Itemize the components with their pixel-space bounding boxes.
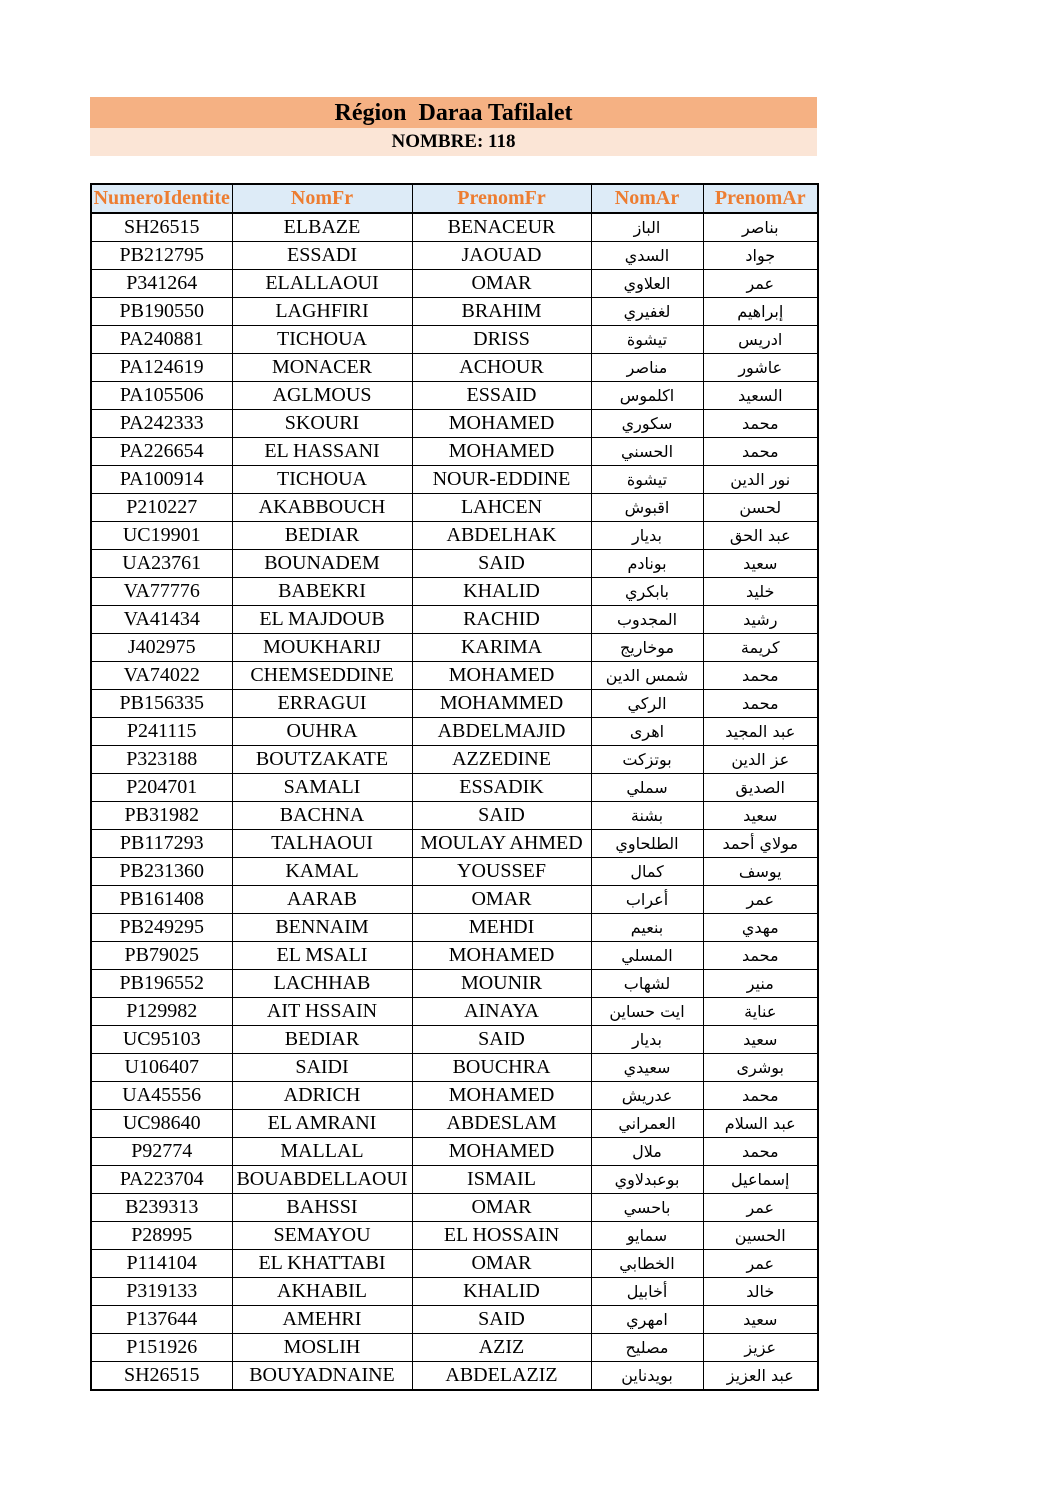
cell-numeroidentite: UA23761 (91, 550, 232, 578)
cell-prenomar: خليد (703, 578, 818, 606)
cell-prenomfr: SAID (412, 802, 591, 830)
cell-prenomfr: MOHAMED (412, 1082, 591, 1110)
cell-numeroidentite: PA100914 (91, 466, 232, 494)
cell-prenomar: عاشور (703, 354, 818, 382)
cell-prenomar: السعيد (703, 382, 818, 410)
cell-prenomar: كريمة (703, 634, 818, 662)
cell-nomfr: SEMAYOU (232, 1222, 412, 1250)
cell-numeroidentite: J402975 (91, 634, 232, 662)
cell-prenomar: عمر (703, 270, 818, 298)
cell-prenomfr: MOHAMED (412, 942, 591, 970)
cell-nomfr: AGLMOUS (232, 382, 412, 410)
table-row (91, 1222, 818, 1250)
cell-numeroidentite: PB196552 (91, 970, 232, 998)
cell-numeroidentite: PA240881 (91, 326, 232, 354)
cell-numeroidentite: UA45556 (91, 1082, 232, 1110)
cell-prenomfr: MOHAMED (412, 438, 591, 466)
cell-numeroidentite: PB249295 (91, 914, 232, 942)
cell-prenomfr: NOUR-EDDINE (412, 466, 591, 494)
cell-prenomar: سعيد (703, 1306, 818, 1334)
cell-prenomfr: OMAR (412, 1250, 591, 1278)
cell-prenomar: مولاي أحمد (703, 830, 818, 858)
cell-prenomar: خالد (703, 1278, 818, 1306)
cell-prenomfr: AZIZ (412, 1334, 591, 1362)
cell-numeroidentite: VA41434 (91, 606, 232, 634)
cell-numeroidentite: P210227 (91, 494, 232, 522)
cell-prenomfr: KHALID (412, 1278, 591, 1306)
cell-prenomfr: AINAYA (412, 998, 591, 1026)
cell-nomar: بشنة (591, 802, 703, 830)
cell-nomar: المسلي (591, 942, 703, 970)
cell-nomfr: BAHSSI (232, 1194, 412, 1222)
cell-numeroidentite: SH26515 (91, 1362, 232, 1391)
cell-nomfr: TICHOUA (232, 466, 412, 494)
cell-prenomfr: OMAR (412, 1194, 591, 1222)
table-row (91, 270, 818, 298)
cell-numeroidentite: P92774 (91, 1138, 232, 1166)
table-row (91, 298, 818, 326)
cell-numeroidentite: P241115 (91, 718, 232, 746)
cell-prenomfr: MEHDI (412, 914, 591, 942)
cell-numeroidentite: PA242333 (91, 410, 232, 438)
cell-prenomfr: EL HOSSAIN (412, 1222, 591, 1250)
cell-prenomfr: OMAR (412, 886, 591, 914)
cell-nomar: الباز (591, 213, 703, 242)
cell-nomfr: LAGHFIRI (232, 298, 412, 326)
cell-prenomar: محمد (703, 942, 818, 970)
record-count: NOMBRE: 118 (90, 128, 817, 156)
cell-prenomfr: ABDELMAJID (412, 718, 591, 746)
cell-nomfr: AKABBOUCH (232, 494, 412, 522)
table-row (91, 774, 818, 802)
cell-numeroidentite: PB161408 (91, 886, 232, 914)
cell-nomar: بوعبدلاوي (591, 1166, 703, 1194)
cell-prenomfr: ABDELHAK (412, 522, 591, 550)
table-header-row (91, 184, 818, 213)
cell-nomar: عدريش (591, 1082, 703, 1110)
cell-nomar: الحسني (591, 438, 703, 466)
cell-prenomar: عمر (703, 886, 818, 914)
table-row (91, 1082, 818, 1110)
cell-prenomar: لحسن (703, 494, 818, 522)
cell-prenomar: عمر (703, 1250, 818, 1278)
cell-nomar: تيشوة (591, 326, 703, 354)
cell-prenomfr: ABDELAZIZ (412, 1362, 591, 1391)
cell-nomfr: ELALLAOUI (232, 270, 412, 298)
cell-numeroidentite: PB79025 (91, 942, 232, 970)
cell-prenomar: عز الدين (703, 746, 818, 774)
cell-nomar: تيشوة (591, 466, 703, 494)
table-row (91, 718, 818, 746)
people-table (90, 183, 819, 1391)
cell-nomar: بابكري (591, 578, 703, 606)
table-row (91, 354, 818, 382)
cell-nomfr: BOUABDELLAOUI (232, 1166, 412, 1194)
cell-numeroidentite: P151926 (91, 1334, 232, 1362)
cell-nomfr: CHEMSEDDINE (232, 662, 412, 690)
table-row (91, 438, 818, 466)
cell-numeroidentite: P28995 (91, 1222, 232, 1250)
cell-nomar: بنعيم (591, 914, 703, 942)
cell-prenomar: ادريس (703, 326, 818, 354)
cell-nomfr: BOUYADNAINE (232, 1362, 412, 1391)
cell-prenomfr: JAOUAD (412, 242, 591, 270)
table-row (91, 326, 818, 354)
cell-nomar: السدي (591, 242, 703, 270)
cell-prenomar: يوسف (703, 858, 818, 886)
cell-prenomar: عبد السلام (703, 1110, 818, 1138)
cell-prenomfr: ISMAIL (412, 1166, 591, 1194)
table-row (91, 382, 818, 410)
cell-nomar: ملال (591, 1138, 703, 1166)
cell-nomar: سملي (591, 774, 703, 802)
table-row (91, 1306, 818, 1334)
cell-nomfr: TALHAOUI (232, 830, 412, 858)
cell-prenomar: عبد العزيز (703, 1362, 818, 1391)
cell-nomfr: AKHABIL (232, 1278, 412, 1306)
cell-nomfr: AMEHRI (232, 1306, 412, 1334)
table-row (91, 746, 818, 774)
cell-nomfr: MONACER (232, 354, 412, 382)
cell-nomfr: ELBAZE (232, 213, 412, 242)
cell-prenomfr: ABDESLAM (412, 1110, 591, 1138)
region-title: Région Daraa Tafilalet (90, 97, 817, 128)
cell-prenomfr: MOHAMED (412, 662, 591, 690)
cell-nomfr: BOUTZAKATE (232, 746, 412, 774)
cell-nomfr: BEDIAR (232, 1026, 412, 1054)
cell-numeroidentite: PB212795 (91, 242, 232, 270)
cell-nomar: سكوري (591, 410, 703, 438)
cell-prenomar: سعيد (703, 802, 818, 830)
table-row (91, 1250, 818, 1278)
table-row (91, 1278, 818, 1306)
region-header (90, 97, 817, 156)
cell-prenomfr: MOULAY AHMED (412, 830, 591, 858)
cell-nomar: الخطابي (591, 1250, 703, 1278)
column-header-prenomfr: PrenomFr (412, 184, 591, 213)
table-row (91, 886, 818, 914)
cell-prenomar: مهدي (703, 914, 818, 942)
cell-nomfr: MALLAL (232, 1138, 412, 1166)
cell-prenomar: رشيد (703, 606, 818, 634)
cell-numeroidentite: PB231360 (91, 858, 232, 886)
cell-numeroidentite: VA74022 (91, 662, 232, 690)
cell-prenomfr: RACHID (412, 606, 591, 634)
cell-prenomar: محمد (703, 438, 818, 466)
cell-prenomar: عمر (703, 1194, 818, 1222)
table-row (91, 578, 818, 606)
cell-prenomfr: SAID (412, 1026, 591, 1054)
table-row (91, 522, 818, 550)
table-row (91, 830, 818, 858)
cell-numeroidentite: B239313 (91, 1194, 232, 1222)
cell-numeroidentite: PA226654 (91, 438, 232, 466)
cell-prenomar: عزيز (703, 1334, 818, 1362)
cell-numeroidentite: SH26515 (91, 213, 232, 242)
cell-numeroidentite: P129982 (91, 998, 232, 1026)
column-header-nomar: NomAr (591, 184, 703, 213)
table-body (91, 213, 818, 1390)
cell-nomfr: OUHRA (232, 718, 412, 746)
cell-nomfr: EL KHATTABI (232, 1250, 412, 1278)
cell-numeroidentite: P323188 (91, 746, 232, 774)
cell-nomfr: MOUKHARIJ (232, 634, 412, 662)
cell-prenomfr: LAHCEN (412, 494, 591, 522)
cell-prenomfr: MOHAMED (412, 410, 591, 438)
cell-prenomfr: DRISS (412, 326, 591, 354)
cell-nomfr: AARAB (232, 886, 412, 914)
cell-nomfr: TICHOUA (232, 326, 412, 354)
cell-nomar: العمراني (591, 1110, 703, 1138)
cell-nomar: أخابيل (591, 1278, 703, 1306)
cell-nomar: اهرى (591, 718, 703, 746)
table-row (91, 662, 818, 690)
cell-prenomar: الحسين (703, 1222, 818, 1250)
cell-nomfr: BABEKRI (232, 578, 412, 606)
cell-nomfr: MOSLIH (232, 1334, 412, 1362)
column-header-prenomar: PrenomAr (703, 184, 818, 213)
cell-nomfr: BEDIAR (232, 522, 412, 550)
cell-nomfr: SAIDI (232, 1054, 412, 1082)
cell-prenomar: إبراهيم (703, 298, 818, 326)
cell-numeroidentite: PA124619 (91, 354, 232, 382)
cell-numeroidentite: U106407 (91, 1054, 232, 1082)
table-row (91, 970, 818, 998)
cell-nomar: لغفيري (591, 298, 703, 326)
cell-prenomar: محمد (703, 690, 818, 718)
cell-prenomar: عناية (703, 998, 818, 1026)
cell-prenomfr: KARIMA (412, 634, 591, 662)
cell-prenomar: محمد (703, 662, 818, 690)
table-row (91, 1138, 818, 1166)
cell-numeroidentite: PA223704 (91, 1166, 232, 1194)
cell-nomfr: EL MAJDOUB (232, 606, 412, 634)
table-row (91, 550, 818, 578)
cell-nomfr: AIT HSSAIN (232, 998, 412, 1026)
table-row (91, 410, 818, 438)
table-row (91, 1334, 818, 1362)
cell-numeroidentite: UC19901 (91, 522, 232, 550)
table-row (91, 1194, 818, 1222)
cell-nomfr: SKOURI (232, 410, 412, 438)
cell-prenomfr: ESSADIK (412, 774, 591, 802)
cell-nomar: سعيدي (591, 1054, 703, 1082)
cell-prenomfr: ESSAID (412, 382, 591, 410)
cell-numeroidentite: VA77776 (91, 578, 232, 606)
cell-numeroidentite: UC95103 (91, 1026, 232, 1054)
cell-prenomfr: YOUSSEF (412, 858, 591, 886)
cell-prenomar: عبد المجيد (703, 718, 818, 746)
cell-nomar: موخاريج (591, 634, 703, 662)
cell-nomfr: BOUNADEM (232, 550, 412, 578)
cell-nomar: اكلموس (591, 382, 703, 410)
cell-numeroidentite: P137644 (91, 1306, 232, 1334)
cell-nomar: العلاوي (591, 270, 703, 298)
cell-prenomfr: OMAR (412, 270, 591, 298)
cell-prenomfr: MOHAMMED (412, 690, 591, 718)
cell-nomfr: ESSADI (232, 242, 412, 270)
cell-nomfr: ERRAGUI (232, 690, 412, 718)
cell-prenomar: بناصر (703, 213, 818, 242)
cell-numeroidentite: PB31982 (91, 802, 232, 830)
cell-prenomfr: MOUNIR (412, 970, 591, 998)
cell-numeroidentite: P319133 (91, 1278, 232, 1306)
cell-nomfr: BENNAIM (232, 914, 412, 942)
cell-prenomfr: BOUCHRA (412, 1054, 591, 1082)
cell-prenomfr: BRAHIM (412, 298, 591, 326)
cell-prenomar: سعيد (703, 1026, 818, 1054)
table-row (91, 1110, 818, 1138)
cell-nomar: لشهاب (591, 970, 703, 998)
table-row (91, 494, 818, 522)
cell-numeroidentite: PA105506 (91, 382, 232, 410)
cell-prenomar: سعيد (703, 550, 818, 578)
cell-nomar: بديار (591, 1026, 703, 1054)
table-row (91, 998, 818, 1026)
table-row (91, 213, 818, 242)
cell-prenomar: عبد الحق (703, 522, 818, 550)
table-row (91, 942, 818, 970)
cell-nomfr: SAMALI (232, 774, 412, 802)
table-row (91, 914, 818, 942)
cell-prenomar: محمد (703, 1082, 818, 1110)
table-row (91, 634, 818, 662)
cell-nomar: باحسي (591, 1194, 703, 1222)
cell-nomar: اقبوش (591, 494, 703, 522)
cell-nomar: المجدوب (591, 606, 703, 634)
cell-prenomfr: KHALID (412, 578, 591, 606)
cell-prenomar: إسماعيل (703, 1166, 818, 1194)
cell-nomar: سمايو (591, 1222, 703, 1250)
column-header-numeroidentite: NumeroIdentite (91, 184, 232, 213)
cell-nomfr: EL AMRANI (232, 1110, 412, 1138)
cell-numeroidentite: P114104 (91, 1250, 232, 1278)
cell-prenomfr: SAID (412, 550, 591, 578)
cell-nomfr: LACHHAB (232, 970, 412, 998)
cell-prenomar: محمد (703, 410, 818, 438)
table-row (91, 1026, 818, 1054)
cell-nomar: ايت حساين (591, 998, 703, 1026)
cell-prenomar: بوشرى (703, 1054, 818, 1082)
table-row (91, 1054, 818, 1082)
cell-nomar: كمال (591, 858, 703, 886)
cell-prenomar: محمد (703, 1138, 818, 1166)
cell-numeroidentite: PB190550 (91, 298, 232, 326)
cell-prenomfr: AZZEDINE (412, 746, 591, 774)
table-row (91, 242, 818, 270)
cell-numeroidentite: PB117293 (91, 830, 232, 858)
cell-prenomfr: SAID (412, 1306, 591, 1334)
cell-numeroidentite: P341264 (91, 270, 232, 298)
cell-nomar: الطلحاوي (591, 830, 703, 858)
cell-nomar: أعراب (591, 886, 703, 914)
cell-numeroidentite: PB156335 (91, 690, 232, 718)
cell-numeroidentite: UC98640 (91, 1110, 232, 1138)
table-row (91, 466, 818, 494)
cell-nomar: شمس الدين (591, 662, 703, 690)
cell-prenomfr: BENACEUR (412, 213, 591, 242)
table-row (91, 690, 818, 718)
cell-nomfr: EL HASSANI (232, 438, 412, 466)
cell-prenomar: منير (703, 970, 818, 998)
cell-prenomar: الصديق (703, 774, 818, 802)
cell-nomar: بوتزكت (591, 746, 703, 774)
cell-nomfr: EL MSALI (232, 942, 412, 970)
column-header-nomfr: NomFr (232, 184, 412, 213)
table-row (91, 606, 818, 634)
cell-prenomar: جواد (703, 242, 818, 270)
cell-nomar: مصليح (591, 1334, 703, 1362)
cell-prenomfr: ACHOUR (412, 354, 591, 382)
cell-prenomfr: MOHAMED (412, 1138, 591, 1166)
table-row (91, 1166, 818, 1194)
table-row (91, 802, 818, 830)
cell-nomfr: BACHNA (232, 802, 412, 830)
cell-nomar: امهري (591, 1306, 703, 1334)
cell-nomar: بونادم (591, 550, 703, 578)
cell-prenomar: نور الدين (703, 466, 818, 494)
cell-nomar: بويدناين (591, 1362, 703, 1391)
table-row (91, 1362, 818, 1391)
cell-nomfr: ADRICH (232, 1082, 412, 1110)
cell-nomar: بديار (591, 522, 703, 550)
cell-numeroidentite: P204701 (91, 774, 232, 802)
cell-nomar: الركي (591, 690, 703, 718)
table-row (91, 858, 818, 886)
cell-nomar: مناصر (591, 354, 703, 382)
cell-nomfr: KAMAL (232, 858, 412, 886)
